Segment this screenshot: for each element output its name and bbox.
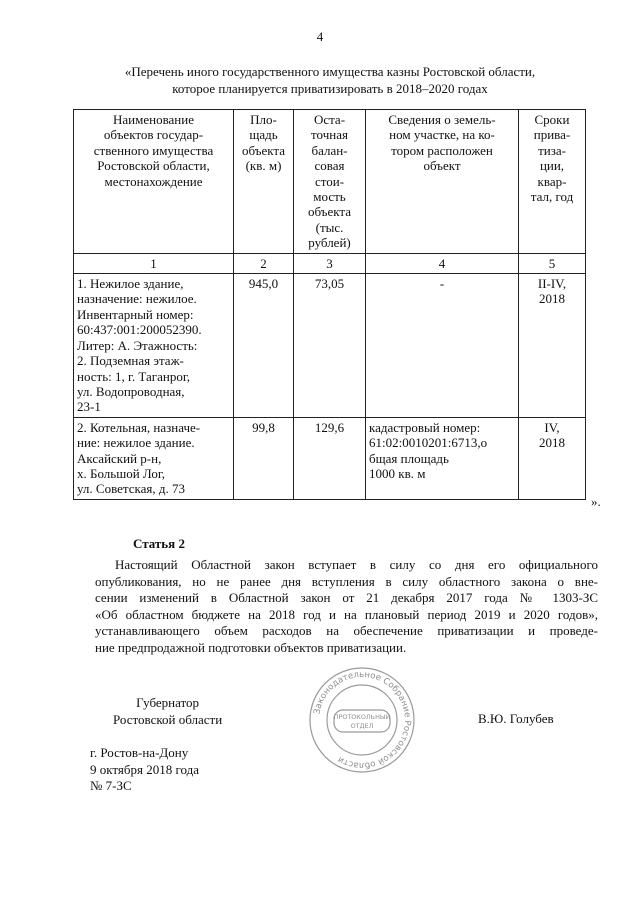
list-title [60,63,600,97]
law-number: № 7-ЗС [90,778,132,793]
area-cell: 99,8 [234,417,294,499]
governor-title [113,694,222,728]
governor-title-line-1: Губернатор [136,695,200,710]
article-line: сении изменений в Областной закон от 21 декабря 2017 года № 1303-ЗС [95,590,598,605]
place-date-block [90,745,199,795]
stamp-inner-line-1: ПРОТОКОЛЬНЫЙ [333,713,391,721]
object-name-cell: 1. Нежилое здание, назначение: нежилое. Инвентарный номер: 60:437:001:200052390. Литер: А. Этажность: 2. Подземная этаж- ность: 1, г. Таганрог, ул. Водопроводная, 23-1 [74,274,234,418]
article-line: Настоящий Областной закон вступает в силу со дня его официального [115,557,598,572]
stamp-outer-text: Законодательное Собрание Ростовской области [312,669,413,771]
article-line: «Об областном бюджете на 2018 год и на плановый период 2019 и 2020 годов», [95,606,598,622]
table-header-row [74,110,586,254]
table-row [74,274,586,418]
column-number-row [74,253,586,273]
property-table [73,109,586,500]
list-title-line-1: «Перечень иного государственного имущества казны Ростовской области, [124,64,536,79]
area-cell: 945,0 [234,274,294,418]
period-cell: IV, 2018 [519,417,586,499]
header-object-name: Наименование объектов государ- ственного имущества Ростовской области, местонахождение [74,110,234,254]
article-line: опубликования, но не ранее дня вступления в силу областного закона о вне- [95,573,598,589]
closing-quote: ». [591,494,601,509]
article-line: ние предпродажной подготовки объектов приватизации. [95,639,407,655]
article-line: устанавливающего объем расходов на обеспечение приватизации и проведе- [95,623,598,638]
column-number: 1 [74,253,234,273]
column-number: 3 [294,253,366,273]
period-cell: II-IV, 2018 [519,274,586,418]
header-land-info: Сведения о земель- ном участке, на ко- тором расположен объект [366,110,519,254]
value-cell: 129,6 [294,417,366,499]
column-number: 5 [519,253,586,273]
header-area: Пло- щадь объекта (кв. м) [234,110,294,254]
table-row [74,417,586,499]
official-stamp [308,666,416,774]
column-number: 4 [366,253,519,273]
column-number: 2 [234,253,294,273]
land-info-cell: кадастровый номер: 61:02:0010201:6713,о бщая площадь 1000 кв. м [366,417,519,499]
page-number: 4 [316,29,324,44]
governor-title-line-2: Ростовской области [113,712,223,727]
article-body [95,557,598,656]
signing-place: г. Ростов-на-Дону [90,745,189,760]
header-residual-value: Оста- точная балан- совая стои- мость объекта (тыс. рублей) [294,110,366,254]
signing-date: 9 октября 2018 года [90,761,199,777]
governor-name: В.Ю. Голубев [478,711,554,726]
header-privatization-period: Сроки прива- тиза- ции, квар- тал, год [519,110,586,254]
article-heading: Статья 2 [133,536,185,551]
list-title-line-2: которое планируется приватизировать в 2018–2020 годах [172,81,488,96]
object-name-cell: 2. Котельная, назначе- ние: нежилое здание. Аксайский р-н, х. Большой Лог, ул. Советская, д. 73 [74,417,234,499]
value-cell: 73,05 [294,274,366,418]
land-info-cell: - [366,274,519,418]
stamp-inner-line-2: ОТДЕЛ [350,722,374,730]
